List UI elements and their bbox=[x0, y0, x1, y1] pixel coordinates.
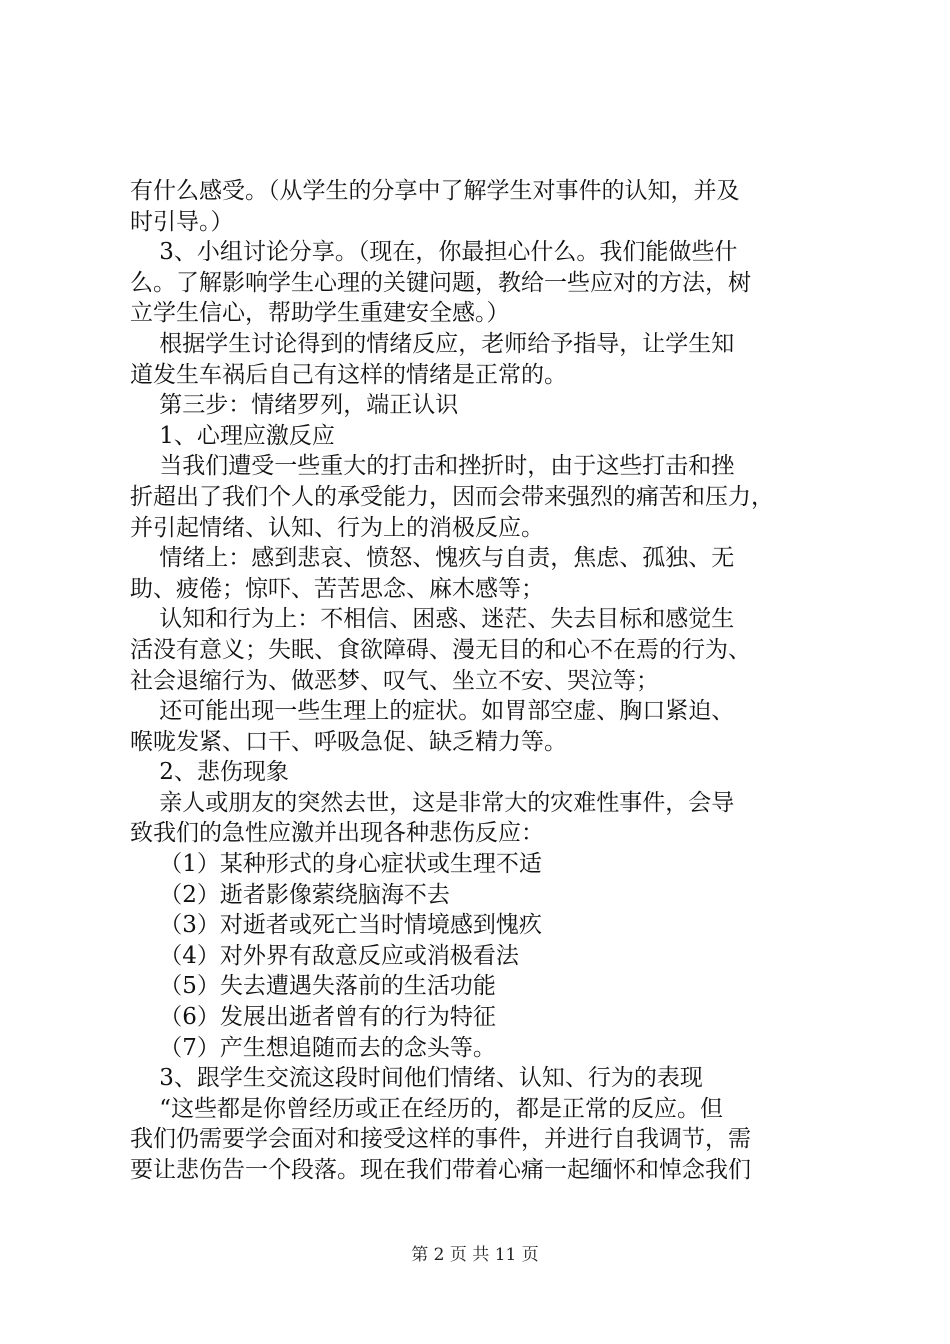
text-line: “这些都是你曾经历或正在经历的，都是正常的反应。但 bbox=[130, 1095, 724, 1122]
page-number-footer: 第 2 页 共 11 页 bbox=[411, 1245, 539, 1265]
text-line: 2、悲伤现象 bbox=[130, 759, 289, 786]
text-line: （2）逝者影像萦绕脑海不去 bbox=[130, 881, 450, 908]
text-line: 亲人或朋友的突然去世，这是非常大的灾难性事件，会导 bbox=[130, 789, 735, 816]
text-line: 活没有意义；失眠、食欲障碍、漫无目的和心不在焉的行为、 bbox=[130, 636, 751, 663]
text-line: 第三步：情绪罗列，端正认识 bbox=[130, 392, 459, 419]
text-line: 并引起情绪、认知、行为上的消极反应。 bbox=[130, 514, 544, 541]
text-line: 当我们遭受一些重大的打击和挫折时，由于这些打击和挫 bbox=[130, 453, 735, 480]
text-line: 情绪上：感到悲哀、愤怒、愧疚与自责，焦虑、孤独、无 bbox=[130, 545, 735, 572]
text-line: （7）产生想追随而去的念头等。 bbox=[130, 1034, 496, 1061]
text-line: 我们仍需要学会面对和接受这样的事件，并进行自我调节，需 bbox=[130, 1126, 751, 1153]
text-line: 有什么感受。（从学生的分享中了解学生对事件的认知，并及 bbox=[130, 178, 740, 204]
text-line: 时引导。） bbox=[130, 208, 234, 235]
text-line: 立学生信心，帮助学生重建安全感。） bbox=[130, 300, 510, 327]
text-line: （1）某种形式的身心症状或生理不适 bbox=[130, 851, 542, 878]
text-line: 折超出了我们个人的承受能力，因而会带来强烈的痛苦和压力， bbox=[130, 483, 774, 510]
text-line: 根据学生讨论得到的情绪反应，老师给予指导，让学生知 bbox=[130, 330, 735, 357]
text-line: 1、心理应激反应 bbox=[130, 422, 335, 449]
text-line: 喉咙发紧、口干、呼吸急促、缺乏精力等。 bbox=[130, 728, 567, 755]
text-line: 还可能出现一些生理上的症状。如胃部空虚、胸口紧迫、 bbox=[130, 698, 735, 725]
text-line: 道发生车祸后自己有这样的情绪是正常的。 bbox=[130, 361, 567, 388]
text-line: 要让悲伤告一个段落。现在我们带着心痛一起缅怀和悼念我们 bbox=[130, 1157, 751, 1183]
document-body bbox=[130, 176, 830, 1186]
text-line: 3、跟学生交流这段时间他们情绪、认知、行为的表现 bbox=[130, 1065, 703, 1092]
text-line: （3）对逝者或死亡当时情境感到愧疚 bbox=[130, 912, 542, 939]
text-line: 助、疲倦；惊吓、苦苦思念、麻木感等； bbox=[130, 575, 544, 602]
text-line: 3、小组讨论分享。（现在，你最担心什么。我们能做些什 bbox=[130, 239, 738, 266]
text-line: 社会退缩行为、做恶梦、叹气、坐立不安、哭泣等； bbox=[130, 667, 659, 694]
text-line: 么。了解影响学生心理的关键问题，教给一些应对的方法，树 bbox=[130, 269, 751, 296]
text-line: （5）失去遭遇失落前的生活功能 bbox=[130, 973, 496, 1000]
text-line: 致我们的急性应激并出现各种悲伤反应： bbox=[130, 820, 544, 847]
text-line: （4）对外界有敌意反应或消极看法 bbox=[130, 942, 519, 969]
text-line: 认知和行为上：不相信、困惑、迷茫、失去目标和感觉生 bbox=[130, 606, 735, 633]
text-line: （6）发展出逝者曾有的行为特征 bbox=[130, 1004, 496, 1031]
